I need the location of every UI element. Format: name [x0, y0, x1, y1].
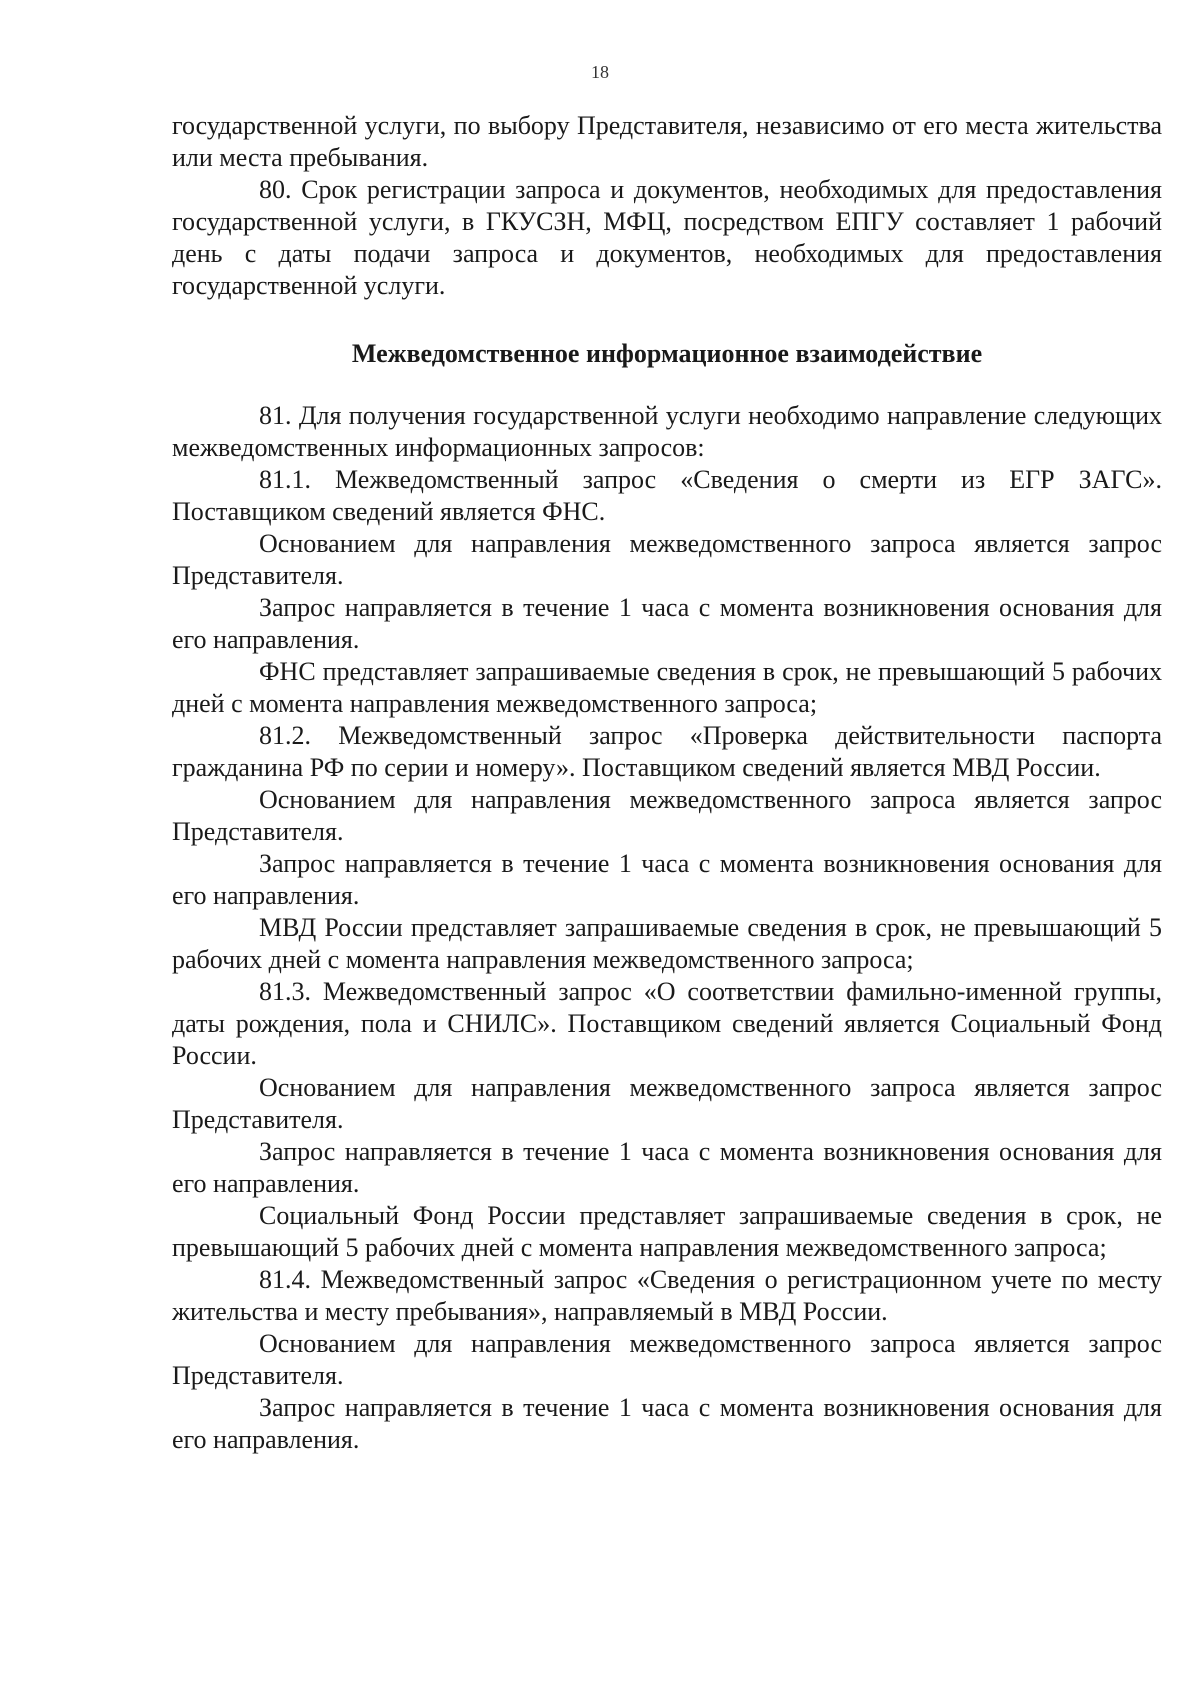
paragraph: 81.3. Межведомственный запрос «О соответствии фамильно-именной группы, даты рождения, пола и СНИЛС». Поставщиком сведений является Социальный Фонд России. [172, 977, 1162, 1070]
paragraph: Запрос направляется в течение 1 часа с момента возникновения основания для его направления. [172, 1393, 1162, 1454]
section-heading: Межведомственное информационное взаимодействие [351, 339, 983, 368]
paragraph: государственной услуги, по выбору Представителя, независимо от его места жительства или места пребывания. [172, 111, 1162, 172]
paragraph: 81.2. Межведомственный запрос «Проверка действительности паспорта гражданина РФ по серии и номеру». Поставщиком сведений является МВД России. [172, 721, 1162, 782]
paragraph: Основанием для направления межведомственного запроса является запрос Представителя. [172, 785, 1162, 846]
paragraph: ФНС представляет запрашиваемые сведения в срок, не превышающий 5 рабочих дней с момента направления межведомственного запроса; [172, 657, 1162, 718]
document-body [172, 110, 1162, 1456]
paragraph: 80. Срок регистрации запроса и документов, необходимых для предоставления государственной услуги, в ГКУСЗН, МФЦ, посредством ЕПГУ составляет 1 рабочий день с даты подачи запроса и документов, необходимых для предоставления государственной услуги. [172, 175, 1162, 300]
page-number: 18 [591, 62, 609, 82]
paragraph: Запрос направляется в течение 1 часа с момента возникновения основания для его направления. [172, 593, 1162, 654]
paragraph: МВД России представляет запрашиваемые сведения в срок, не превышающий 5 рабочих дней с момента направления межведомственного запроса; [172, 913, 1162, 974]
paragraph: Запрос направляется в течение 1 часа с момента возникновения основания для его направления. [172, 849, 1162, 910]
paragraph: Социальный Фонд России представляет запрашиваемые сведения в срок, не превышающий 5 рабочих дней с момента направления межведомственного запроса; [172, 1201, 1162, 1262]
paragraph: 81.1. Межведомственный запрос «Сведения о смерти из ЕГР ЗАГС». Поставщиком сведений является ФНС. [172, 465, 1162, 526]
paragraph: Основанием для направления межведомственного запроса является запрос Представителя. [172, 1329, 1162, 1390]
paragraph: Запрос направляется в течение 1 часа с момента возникновения основания для его направления. [172, 1137, 1162, 1198]
paragraph: Основанием для направления межведомственного запроса является запрос Представителя. [172, 1073, 1162, 1134]
paragraph: 81. Для получения государственной услуги необходимо направление следующих межведомственных информационных запросов: [172, 401, 1162, 462]
paragraph: Основанием для направления межведомственного запроса является запрос Представителя. [172, 529, 1162, 590]
paragraph: 81.4. Межведомственный запрос «Сведения о регистрационном учете по месту жительства и месту пребывания», направляемый в МВД России. [172, 1265, 1162, 1326]
